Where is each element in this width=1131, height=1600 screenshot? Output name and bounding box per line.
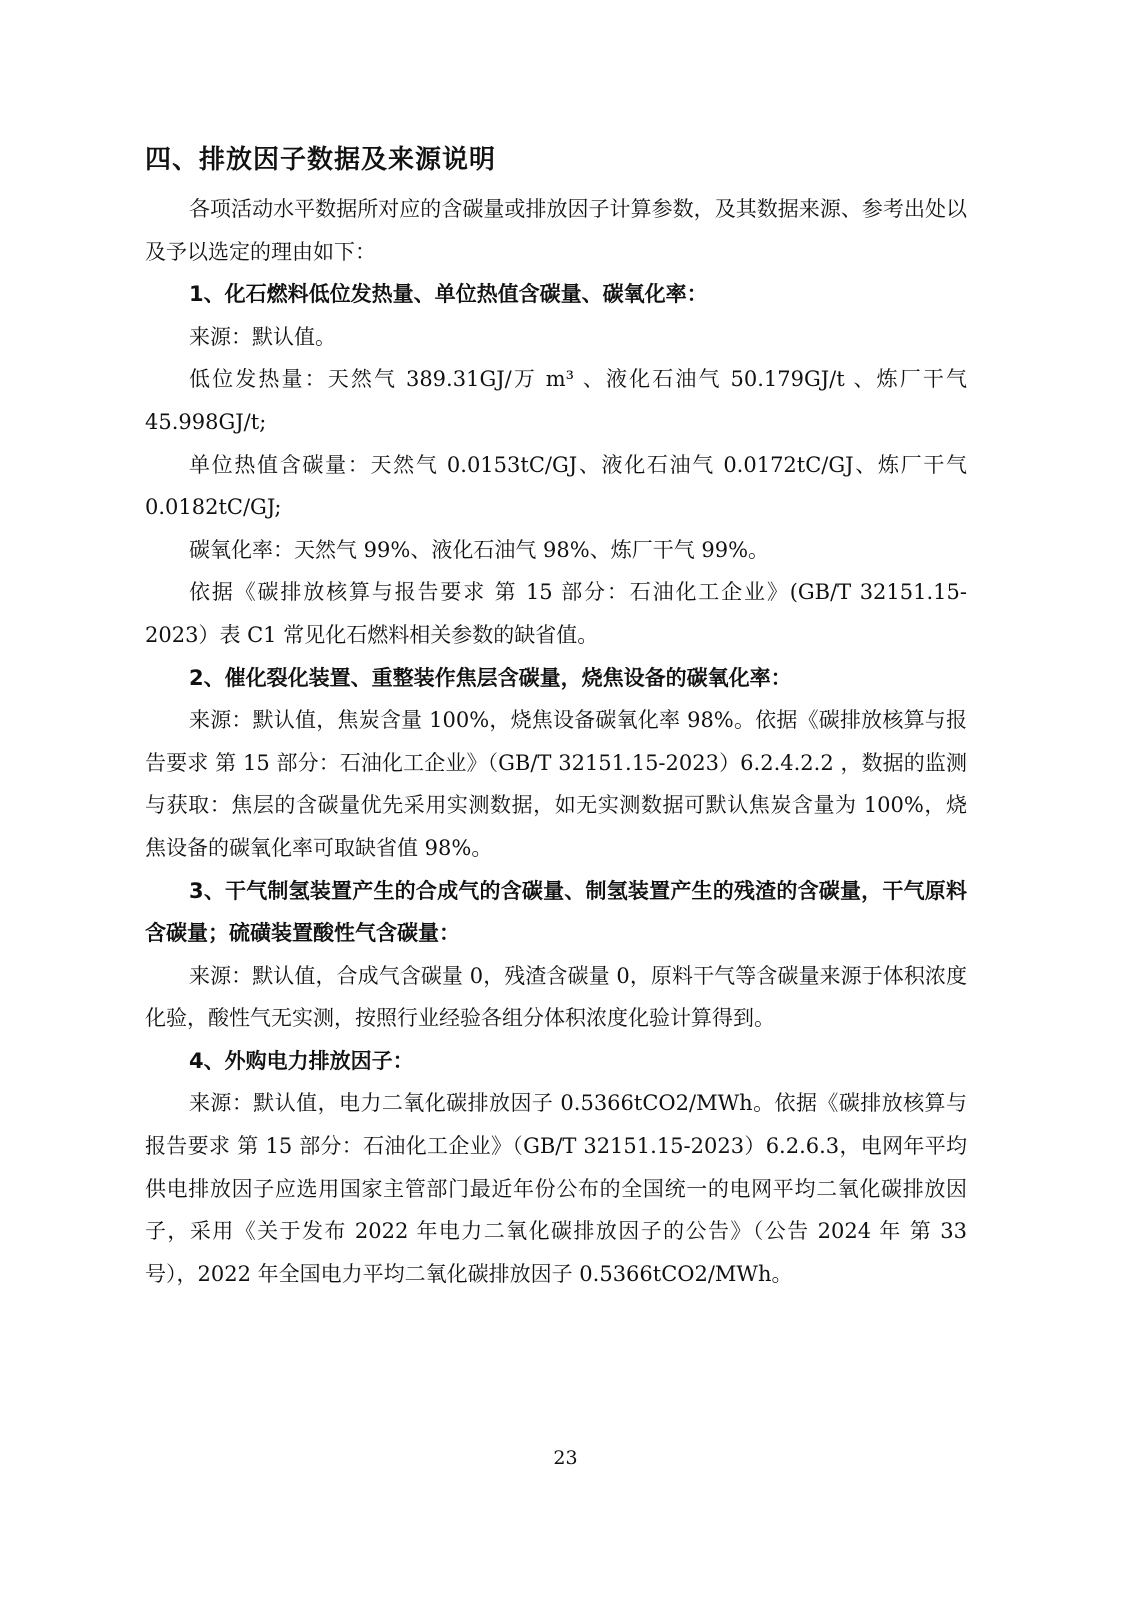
intro-paragraph: 各项活动水平数据所对应的含碳量或排放因子计算参数，及其数据来源、参考出处以及予以选定的理由如下：	[145, 197, 967, 264]
paragraph-heating-value: 低位发热量：天然气 389.31GJ/万 m³ 、液化石油气 50.179GJ/t 、炼厂干气 45.998GJ/t;	[145, 367, 967, 434]
subheading-2: 2、催化裂化装置、重整装作焦层含碳量，烧焦设备的碳氧化率：	[189, 665, 792, 690]
page-content	[145, 138, 967, 1295]
section-title: 四、排放因子数据及来源说明	[145, 145, 497, 175]
paragraph-source-1: 来源：默认值。	[189, 324, 336, 349]
subheading-1: 1、化石燃料低位发热量、单位热值含碳量、碳氧化率：	[189, 282, 708, 307]
paragraph-oxidation-rate: 碳氧化率：天然气 99%、液化石油气 98%、炼厂干气 99%。	[189, 537, 770, 562]
page-number: 23	[553, 1447, 578, 1469]
paragraph-source-4: 来源：默认值，电力二氧化碳排放因子 0.5366tCO2/MWh。依据《碳排放核算与报告要求 第 15 部分：石油化工企业》（GB/T 32151.15-2023）6.2.6.3，电网年平均供电排放因子应选用国家主管部门最近年份公布的全国统一的电网平均二氧化碳排放因子，采用《关于发布 2022 年电力二氧化碳排放因子的公告》（公告 2024 年 第 33 号），2022 年全国电力平均二氧化碳排放因子 0.5366tCO2/MWh。	[145, 1091, 967, 1286]
paragraph-basis-1: 依据《碳排放核算与报告要求 第 15 部分：石油化工企业》(GB/T 32151.15-2023）表 C1 常见化石燃料相关参数的缺省值。	[145, 580, 967, 647]
paragraph-source-2: 来源：默认值，焦炭含量 100%，烧焦设备碳氧化率 98%。依据《碳排放核算与报告要求 第 15 部分：石油化工企业》（GB/T 32151.15-2023）6.2.4.2.2 ，数据的监测与获取：焦层的含碳量优先采用实测数据，如无实测数据可默认焦炭含量为 100%，烧焦设备的碳氧化率可取缺省值 98%。	[145, 708, 967, 860]
paragraph-source-3: 来源：默认值，合成气含碳量 0，残渣含碳量 0，原料干气等含碳量来源于体积浓度化验，酸性气无实测，按照行业经验各组分体积浓度化验计算得到。	[145, 963, 967, 1031]
subheading-3: 3、干气制氢装置产生的合成气的含碳量、制氢装置产生的残渣的含碳量，干气原料含碳量；硫磺装置酸性气含碳量：	[145, 878, 967, 946]
subheading-4: 4、外购电力排放因子：	[189, 1048, 414, 1073]
paragraph-carbon-content: 单位热值含碳量：天然气 0.0153tC/GJ、液化石油气 0.0172tC/GJ、炼厂干气 0.0182tC/GJ;	[145, 452, 967, 520]
